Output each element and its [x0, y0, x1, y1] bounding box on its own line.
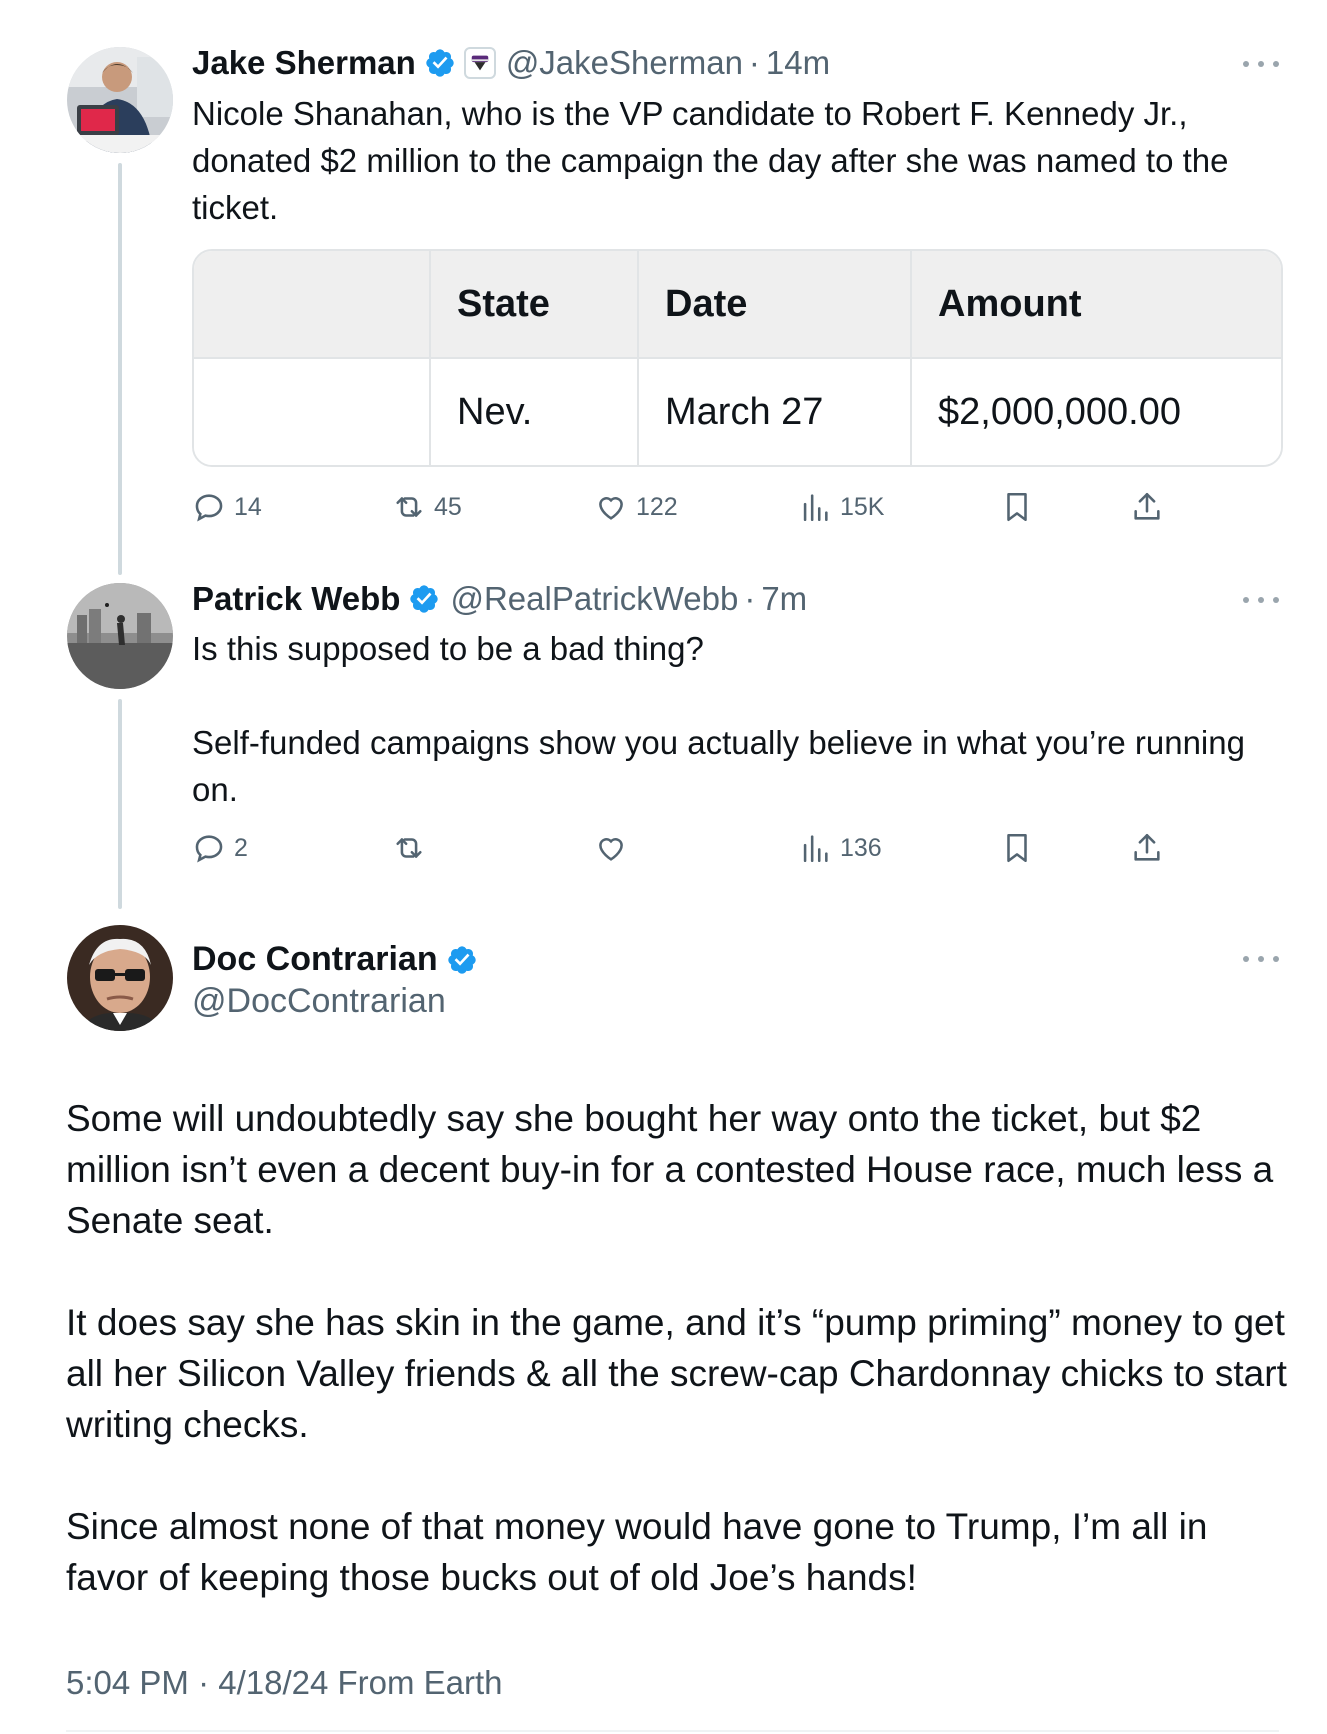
tweet-2-header	[192, 580, 807, 618]
views-icon	[798, 490, 832, 524]
like-button[interactable]	[594, 487, 678, 527]
author-handle[interactable]: @JakeSherman	[505, 44, 743, 81]
verified-badge-icon	[446, 944, 478, 976]
more-icon[interactable]	[1243, 594, 1279, 606]
table-header-row	[194, 251, 1281, 359]
table-cell: $2,000,000.00	[938, 390, 1182, 433]
table-cell: March 27	[639, 359, 912, 465]
share-icon	[1130, 831, 1164, 865]
share-icon	[1130, 490, 1164, 524]
reply-icon	[192, 490, 226, 524]
share-button[interactable]	[1130, 487, 1164, 527]
more-icon[interactable]	[1243, 953, 1279, 965]
table-cell: Nev.	[431, 359, 639, 465]
reply-count: 2	[234, 833, 248, 862]
separator-dot: ·	[744, 580, 756, 617]
tweet-1-text: Nicole Shanahan, who is the VP candidate to Robert F. Kennedy Jr., donated $2 million to the campaign the day after she was named to the ticket.	[192, 95, 1229, 226]
reply-count: 14	[234, 492, 262, 521]
author-name[interactable]: Jake Sherman	[192, 44, 416, 81]
table-row	[194, 359, 1281, 465]
avatar-jake-sherman[interactable]	[67, 47, 173, 153]
like-count: 122	[636, 492, 678, 521]
table-header-cell: Amount	[938, 282, 1082, 325]
tweet-time[interactable]: 7m	[761, 580, 808, 617]
main-tweet-header	[192, 940, 478, 979]
tweet-1-actions	[192, 487, 1192, 527]
tweet-time[interactable]: 14m	[765, 44, 831, 81]
views-count: 136	[840, 833, 882, 862]
tweet-2-text: Is this supposed to be a bad thing? Self-funded campaigns show you actually believe in what you’re running on.	[192, 630, 1245, 808]
reply-icon	[192, 831, 226, 865]
like-button[interactable]	[594, 828, 636, 868]
table-cell	[194, 359, 431, 465]
author-name[interactable]: Patrick Webb	[192, 580, 401, 617]
thread-line-1	[118, 163, 122, 575]
verified-badge-icon	[424, 47, 456, 79]
bookmark-icon	[1000, 831, 1034, 865]
share-button[interactable]	[1130, 828, 1164, 868]
tweet-2-actions	[192, 828, 1192, 868]
thread-line-2	[118, 699, 122, 909]
retweet-button[interactable]	[392, 487, 462, 527]
table-header-cell: Date	[639, 251, 912, 357]
reply-button[interactable]	[192, 487, 262, 527]
heart-icon	[594, 831, 628, 865]
verified-badge-icon	[408, 583, 440, 615]
table-header-cell	[194, 251, 431, 357]
divider	[66, 1730, 1279, 1732]
separator-dot: ·	[748, 44, 760, 81]
bookmark-icon	[1000, 490, 1034, 524]
retweet-button[interactable]	[392, 828, 434, 868]
views-icon	[798, 831, 832, 865]
author-handle[interactable]: @DocContrarian	[192, 982, 446, 1020]
views-button[interactable]	[798, 828, 882, 868]
author-name[interactable]: Doc Contrarian	[192, 940, 438, 978]
bookmark-button[interactable]	[1000, 828, 1034, 868]
author-handle[interactable]: @RealPatrickWebb	[450, 580, 739, 617]
more-icon[interactable]	[1243, 58, 1279, 70]
avatar-patrick-webb[interactable]	[67, 583, 173, 689]
views-count: 15K	[840, 492, 885, 521]
donation-table	[192, 249, 1283, 467]
tweet-1-header	[192, 44, 830, 82]
main-tweet-text: Some will undoubtedly say she bought her way onto the ticket, but $2 million isn’t even a decent buy-in for a contested House race, much less a Senate seat. It does say she has skin in the game, and it’s “pump priming” money to get all her Silicon Valley friends & all the screw-cap Chardonnay chicks to start writing checks. Since almost none of that money would have gone to Trump, I’m all in favor of keeping those bucks out of old Joe’s hands!	[66, 1098, 1287, 1598]
table-header-cell: State	[431, 251, 639, 357]
retweet-count: 45	[434, 492, 462, 521]
organization-badge-icon	[464, 47, 496, 79]
heart-icon	[594, 490, 628, 524]
bookmark-button[interactable]	[1000, 487, 1034, 527]
retweet-icon	[392, 490, 426, 524]
retweet-icon	[392, 831, 426, 865]
tweet-timestamp[interactable]: 5:04 PM · 4/18/24 From Earth	[66, 1664, 503, 1701]
reply-button[interactable]	[192, 828, 248, 868]
avatar-doc-contrarian[interactable]	[67, 925, 173, 1031]
views-button[interactable]	[798, 487, 884, 527]
